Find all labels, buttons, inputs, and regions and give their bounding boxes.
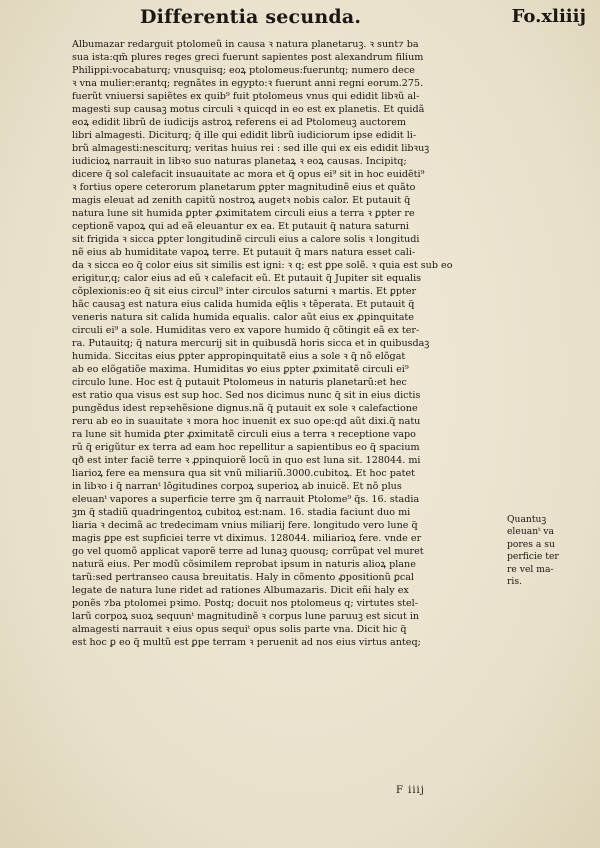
text-line: sua ista:qm̃ plures reges greci fuerunt sapientes post alexandrum filium — [72, 52, 424, 63]
folio-number: Fo.xliiij — [511, 6, 586, 27]
running-title: Differentia secunda. — [140, 6, 362, 28]
text-line: libri almagesti. Diciturq; q̃ ille qui edidit librũ iudiciorum ipse edidit li- — [72, 130, 417, 141]
text-line: ab eo elõgatiõe maxima. Humiditas ꝟo eius ꝑpter ꝓximitatẽ circuli ei⁹ — [72, 364, 409, 375]
text-line: natura lune sit humida ꝑpter ꝓximitatem circuli eius a terra ꝛ ꝑpter re — [72, 208, 415, 219]
text-line: ponẽs ⁊ba ptolomei pꝛimo. Postq; docuit nos ptolomeus q; virtutes stel- — [72, 598, 418, 609]
text-line: sit frigida ꝛ sicca ꝑpter longitudinẽ circuli eius a calore solis ꝛ longitudi — [72, 234, 420, 245]
text-line: magesti sup causaꝫ motus circuli ꝛ quicqd in eo est ex planetis. Et quidã — [72, 104, 425, 115]
main-text-block — [72, 38, 502, 649]
text-line: ꝛ fortius opere ceterorum planetarum ꝑpter magnitudinẽ eius et quãto — [72, 182, 416, 193]
text-line: fuerũt vniuersi sapiẽtes ex quib⁹ fuit ptolomeus vnus qui edidit libꝛũ al- — [72, 91, 420, 102]
text-line: brũ almagesti:nesciturq; veritas huius rei : sed ille qui ex eis edidit libꝛuꝫ — [72, 143, 430, 154]
text-line: circuli ei⁹ a sole. Humiditas vero ex vapore humido q̃ cõtingit eã ex ter- — [72, 325, 420, 336]
text-line: cõplexionis:eo q̃ sit eius circul⁹ inter circulos saturni ꝛ martis. Et ꝑpter — [72, 286, 417, 297]
text-line: ceptionẽ vapoꝝ qui ad eã eleuantur ex ea. Et putauit q̃ natura saturni — [72, 221, 409, 232]
text-line: circulo lune. Hoc est q̃ putauit Ptolomeus in naturis planetarũ:et hec — [72, 377, 407, 388]
text-line: liaria ꝛ decimã ac tredecimam vnius miliarij fere. longitudo vero lune q̃ — [72, 520, 418, 531]
text-line: dicere q̃ sol calefacit insuauitate ac mora et q̃ opus ei⁹ sit in hoc euidẽti⁹ — [72, 169, 425, 180]
text-line: in libꝛo i q̃ narranᵗ lõgitudines corpoꝝ superioꝝ ab inuicẽ. Et nõ plus — [72, 481, 402, 492]
text-line: pungẽdus idest repꝛehẽsione dignus.nã q̃ putauit ex sole ꝛ calefactione — [72, 403, 418, 414]
text-line: larũ corpoꝝ suoꝝ sequunᵗ magnitudinẽ ꝛ corpus lune paruuꝫ est sicut in — [72, 611, 420, 622]
text-line: erigitur,q; calor eius ad eũ ꝛ calefacit eũ. Et putauit q̃ Jupiter sit equalis — [72, 273, 422, 284]
text-line: almagesti narrauit ꝛ eius opus sequiᵗ opus solis parte vna. Dicit hic q̃ — [72, 624, 407, 635]
text-line: ra. Putauitq; q̃ natura mercurij sit in quibusdã horis sicca et in quibusdaꝫ — [72, 338, 430, 349]
text-line: tarũ:sed pertranseo causa breuitatis. Haly in cõmento ꝓpositionũ ꝑcal — [72, 572, 415, 583]
page-header — [140, 4, 586, 34]
text-line: go vel quomõ applicat vaporẽ terre ad lunaꝫ quousq; corrũpat vel muret — [72, 546, 424, 557]
text-line: magis ꝑpe est supficiei terre vt diximus. 128044. miliarioꝝ fere. vnde er — [72, 533, 422, 544]
text-line: eleuanᵗ vapores a superficie terre ꝫm q̃ narrauit Ptolome⁹ q̃s. 16. stadia — [72, 494, 420, 505]
text-line: ra lune sit humida ꝑter ꝓximitatẽ circuli eius a terra ꝛ receptione vapo — [72, 429, 416, 440]
text-line: ꝛ vna mulier:erantq; regnãtes in egypto:ꝛ fuerunt anni regni eorum.275. — [72, 78, 424, 89]
text-line: hãc causaꝫ est natura eius calida humida eq̃lis ꝛ tẽperata. Et putauit q̃ — [72, 299, 415, 310]
signature-mark: F iiij — [396, 785, 425, 796]
text-line: veneris natura sit calida humida equalis. calor aũt eius ex ꝓpinquitate — [72, 312, 414, 323]
text-line: Albumazar redarguit ptolomeũ in causa ꝛ natura planetaruꝫ. ꝛ sunt⁊ ba — [72, 39, 419, 50]
text-line: rũ q̃ erigũtur ex terra ad eam hoc repellitur a sapientibus eo q̃ spacium — [72, 442, 420, 453]
text-line: iudicioꝝ narrauit in libꝛo suo naturas planetaꝝ ꝛ eoꝝ causas. Incipitq; — [72, 156, 407, 167]
text-line: est ratio qua visus est sup hoc. Sed nos dicimus nunc q̃ sit in eius dictis — [72, 390, 421, 401]
text-line: reru ab eo in suauitate ꝛ mora hoc inuenit ex suo ope:qd aũt dixi.q̃ natu — [72, 416, 421, 427]
marginal-note: Quantuꝫ eleuanᵗ va pores a su perficie ter re vel ma- ris. — [507, 514, 559, 588]
text-line: humida. Siccitas eius ꝑpter appropinquitatẽ eius a sole ꝛ q̃ nõ elõgat — [72, 351, 406, 362]
text-line: legate de natura lune ridet ad rationes Albumazaris. Dicit eñi haly ex — [72, 585, 409, 596]
text-line: da ꝛ sicca eo q̃ color eius sit similis est igni: ꝛ q; est ꝑpe solẽ. ꝛ quia est sub eo — [72, 260, 453, 271]
text-line: nẽ eius ab humiditate vapoꝝ terre. Et putauit q̃ mars natura esset cali- — [72, 247, 416, 258]
text-line: est hoc ꝑ eo q̃ multũ est ꝑpe terram ꝛ peruenit ad nos eius virtus anteq; — [72, 637, 421, 648]
text-line: qð est inter faciẽ terre ꝛ ꝓpinquiorẽ locũ in quo est luna sit. 128044. mi — [72, 455, 421, 466]
text-line: eoꝝ edidit librũ de iudicijs astroꝝ referens ei ad Ptolomeuꝫ auctorem — [72, 117, 407, 128]
text-line: liarioꝝ fere ea mensura qua sit vnũ miliariũ.3000.cubitoꝝ. Et hoc patet — [72, 468, 416, 479]
text-line: Philippi:vocabaturq; vnusquisq; eoꝝ ptolomeus:fueruntq; numero dece — [72, 65, 415, 76]
text-line: magis eleuat ad zenith capitũ nostroꝝ augetꝛ nobis calor. Et putauit q̃ — [72, 195, 411, 206]
text-line: ꝫm q̃ stadiũ quadringentoꝝ cubitoꝝ est:nam. 16. stadia faciunt duo mi — [72, 507, 411, 518]
text-line: naturã eius. Per modũ cõsimilem reprobat ipsum in naturis alioꝝ plane — [72, 559, 416, 570]
